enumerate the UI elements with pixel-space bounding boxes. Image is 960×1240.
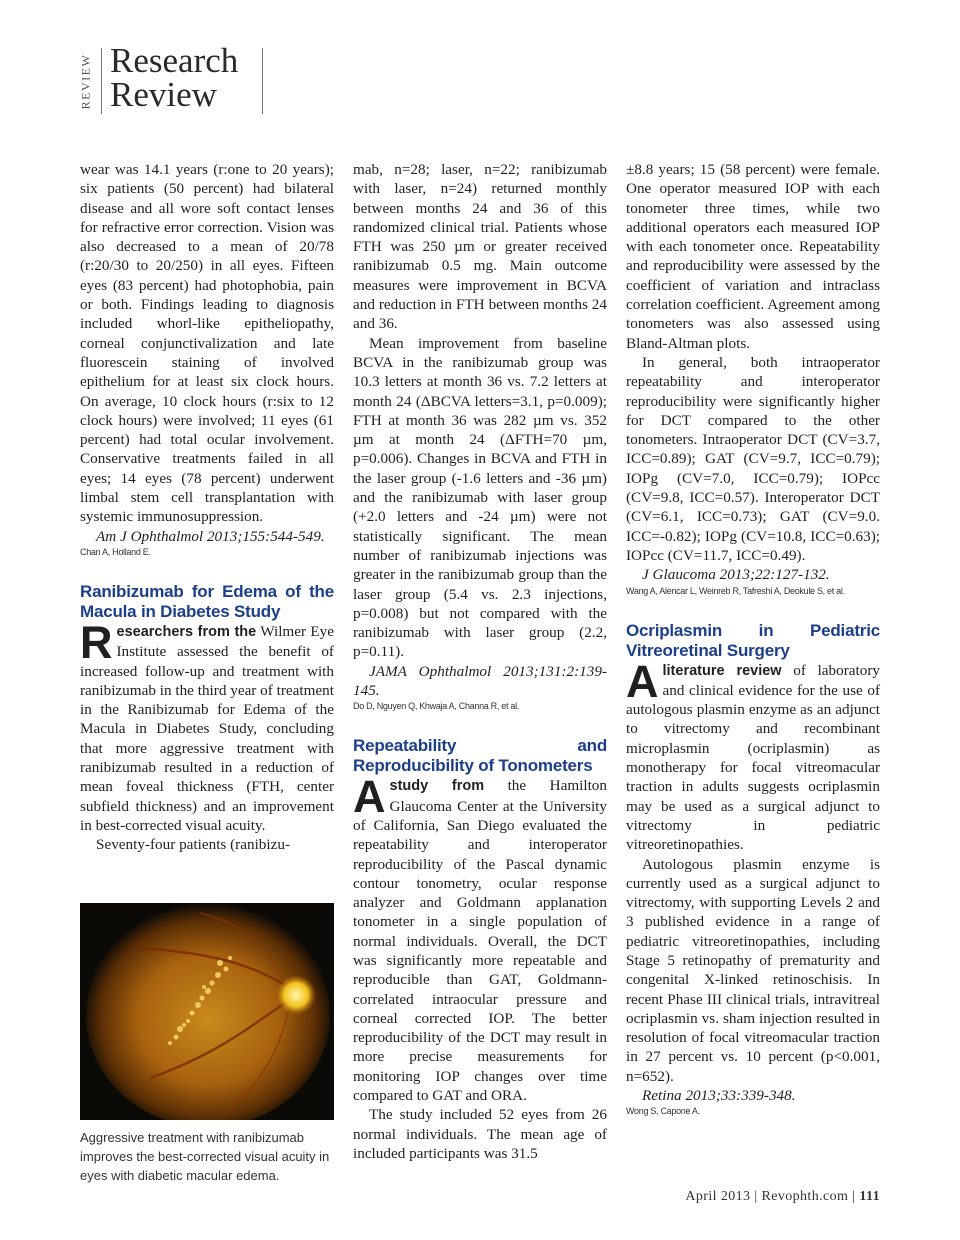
paragraph: In general, both intraoperator repeatability and interoperator reproducibility were significantly higher for DCT compared to the other tonometers. Intraoperator DCT (CV=3.7, ICC=0.89); GAT (CV=9.7, ICC=0.79); IOPg (CV=7.0, ICC=0.79); IOPcc (CV=9.8, ICC=0.57). Interoperator DCT (CV=6.1, ICC=0.73); GAT (CV=9.0. ICC=-0.82); IOPg (CV=10.8, ICC=0.63); IOPcc (CV=11.7, ICC=0.49). xyxy=(626,353,880,564)
citation: J Glaucoma 2013;22:127-132. xyxy=(642,566,830,584)
lead-in: study from xyxy=(389,778,485,795)
authors: Wong S, Capone A. xyxy=(626,1106,700,1117)
photo-caption: Aggressive treatment with ranibizumab improves the best-corrected visual acuity in eyes with diabetic macular edema. xyxy=(80,1130,330,1183)
citation: JAMA Ophthalmol 2013;131:2:139-145. xyxy=(353,662,607,700)
article-headline: Ranibizumab for Edema of the Macula in Diabetes Study xyxy=(80,581,334,621)
column-1 xyxy=(80,160,334,855)
lead-in: literature review xyxy=(662,662,782,679)
title-line-1: Research xyxy=(110,41,239,80)
header-rule-left xyxy=(101,48,102,114)
authors: Wang A, Alencar L, Weinreb R, Tafreshi A, Deokule S, et al. xyxy=(626,585,845,596)
paragraph-text: the Hamilton Glaucoma Center at the University of California, San Diego evaluated the repeatability and interoperator reproducibility of the Pascal dynamic contour tonometry, ocular response analyzer and Goldmann applanation tonometer in a single population of normal individuals. Overall, the DCT was significantly more repeatable and reproducible than GAT, Goldmann-correlated intraocular pressure and corneal corrected IOP. The better reproducibility of the DCT may result in more precise measurements for monitoring IOP changes over time compared to GAT and ORA. xyxy=(353,777,607,1105)
page-number: 111 xyxy=(859,1189,880,1204)
lead-in: esearchers from the xyxy=(116,623,257,640)
column-3 xyxy=(626,160,880,1117)
authors: Chan A, Holland E. xyxy=(80,546,151,557)
article-headline: Ocriplasmin in Pediatric Vitreoretinal Surgery xyxy=(626,620,880,660)
page-footer: April 2013 | Revophth.com | 111 xyxy=(685,1189,880,1204)
citation: Am J Ophthalmol 2013;155:544-549. xyxy=(96,527,325,545)
fundus-photo xyxy=(80,903,334,1120)
paragraph-text: of laboratory and clinical evidence for the use of autologous plasmin enzyme as an adjunct to vitrectomy and recombinant microplasmin (ocriplasmin) as monotherapy for focal vitreomacular traction in adults suggests ocriplasmin may be used as a surgical adjunct to vitrectomy in pediatric vitreoretinopathies. xyxy=(626,661,880,854)
section-tag-text: REVIEW xyxy=(78,53,93,110)
drop-cap: A xyxy=(626,655,659,707)
header-rule-right xyxy=(262,48,263,114)
authors: Do D, Nguyen Q, Khwaja A, Channa R, et al. xyxy=(353,701,519,712)
paragraph: mab, n=28; laser, n=22; ranibizumab with laser, n=24) returned monthly between months 24 and 36 of this randomized clinical trial. Patients whose FTH was 250 µm or greater received ranibizumab 0.5 mg. Main outcome measures were improvement in BCVA and reduction in FTH between months 24 and 36. xyxy=(353,161,607,333)
paragraph-lead xyxy=(80,616,334,835)
fundus-image xyxy=(80,903,334,1120)
paragraph-text: Wilmer Eye Institute assessed the benefit of increased follow-up and treatment with ranibizumab in the third year of treatment in the Ranibizumab for Edema of the Macula in Diabetes Study, concluding that more aggressive treatment with ranibizumab resulted in a reduction of mean foveal thickness (FTH, center subfield thickness) and an improvement in best-corrected visual acuity. xyxy=(80,622,334,834)
article-headline: Repeatability and Reproducibility of Tonometers xyxy=(353,736,607,776)
paragraph: The study included 52 eyes from 26 normal individuals. The mean age of included participants was 31.5 xyxy=(353,1106,607,1162)
paragraph: Mean improvement from baseline BCVA in the ranibizumab group was 10.3 letters at month 36 vs. 7.2 letters at month 24 (ΔBCVA letters=3.1, p=0.009); FTH at month 36 was 282 µm vs. 352 µm at month 24 (ΔFTH=70 µm, p=0.006). Changes in BCVA and FTH in the laser group (-1.6 letters and -36 µm) and the ranibizumab with laser group (+2.0 letters and -24 µm) were not statistically significant. The mean number of ranibizumab injections was greater in the ranibizumab group than the laser group (5.4 vs. 2.3 injections, p=0.008) but not compared with the ranibizumab with laser group (2.2, p=0.11). xyxy=(353,334,607,661)
paragraph-lead xyxy=(353,771,607,1105)
citation: Retina 2013;33:339-348. xyxy=(642,1087,796,1105)
paragraph: wear was 14.1 years (r:one to 20 years); six patients (50 percent) had bilateral disease and all wore soft contact lenses for refractive error correction. Vision was also decreased to a mean of 20/78 (r:20/30 to 20/250) in all eyes. Fifteen eyes (83 percent) had photophobia, pain or both. Findings leading to diagnosis included whorl-like epitheliopathy, corneal conjunctivalization and late fluorescein staining of involved epithelium for at least six clock hours. On average, 10 clock hours (r:six to 12 clock hours) were involved; 11 eyes (61 percent) had total ocular involvement. Conservative treatments failed in all eyes; 14 eyes (78 percent) underwent limbal stem cell transplantation with systemic immunosuppression. xyxy=(80,161,334,526)
column-2 xyxy=(353,160,607,1163)
paragraph: ±8.8 years; 15 (58 percent) were female. One operator measured IOP with each tonometer three times, while two additional operators each measured IOP with each tonometer once. Repeatability and reproducibility were assessed by the coefficient of variation and intraclass correlation coefficient. Agreement among tonometers was also assessed using Bland-Altman plots. xyxy=(626,161,880,352)
drop-cap: R xyxy=(80,616,113,668)
section-tag xyxy=(80,50,98,114)
paragraph: Autologous plasmin enzyme is currently used as a surgical adjunct to vitrectomy, with supporting Levels 2 and 3 published evidence in a range of pediatric vitreoretinopathies, including Stage 5 retinopathy of prematurity and congenital X-linked retinoschisis. In recent Phase III clinical trials, intravitreal ocriplasmin vs. sham injection resulted in resolution of focal vitreomacular traction in 27 percent vs. 10 percent (p<0.001, n=652). xyxy=(626,855,880,1085)
title-line-2: Review xyxy=(110,75,217,114)
page-title xyxy=(110,41,239,114)
issue-date: April 2013 xyxy=(685,1189,751,1204)
site-name: Revophth.com xyxy=(761,1189,849,1204)
paragraph: Seventy-four patients (ranibizu- xyxy=(96,836,290,854)
paragraph-lead xyxy=(626,655,880,855)
drop-cap: A xyxy=(353,771,386,823)
